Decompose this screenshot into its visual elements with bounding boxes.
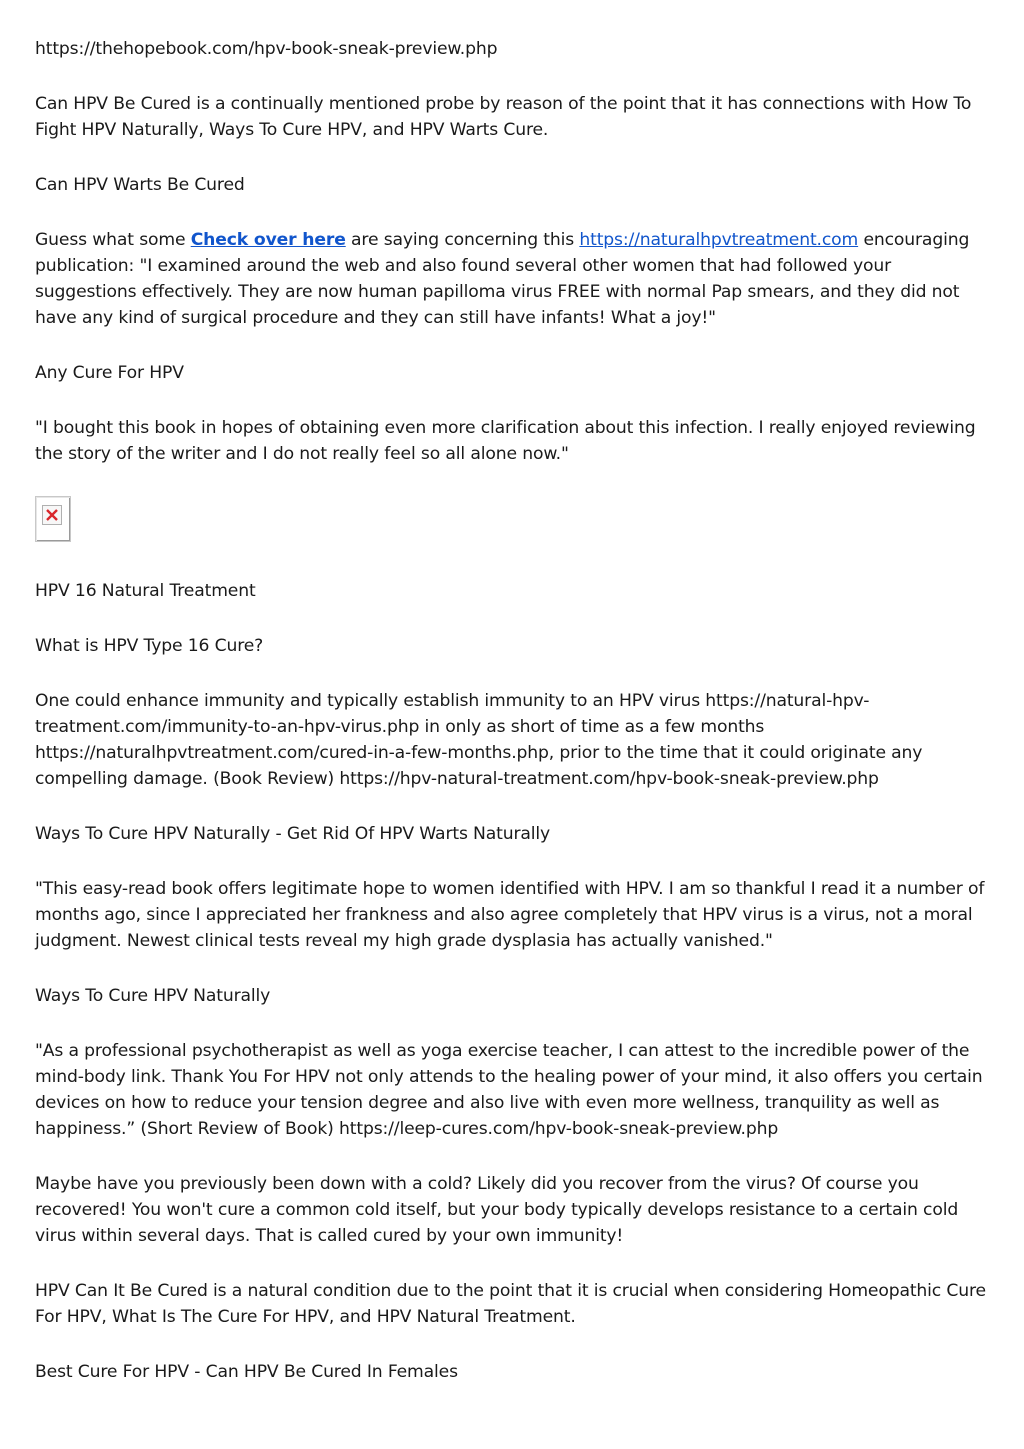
common-cold-paragraph: Maybe have you previously been down with a cold? Likely did you recover from the virus? Of course you recovered! You won't cure a common cold itself, but your body typically develops resistance to a certain cold virus within several days. That is called cured by your own immunity! — [35, 1174, 959, 1246]
text-middle: are saying concerning this — [345, 230, 580, 250]
psychotherapist-paragraph: "As a professional psychotherapist as well as yoga exercise teacher, I can attest to the incredible power of the mind-body link. Thank You For HPV not only attends to the healing power of your mind, it also offers you certain devices on how to reduce your tension degree and also live with even more wellness, tranquility as well as happiness.” (Short Review of Book) https://leep-cures.com/hpv-book-sneak-preview.php — [35, 1041, 983, 1139]
book-review-paragraph: "I bought this book in hopes of obtaining even more clarification about this infection. I really enjoyed reviewing the story of the writer and I do not really feel so all alone now." — [35, 418, 976, 464]
heading-ways-to-cure-get-rid-of-warts: Ways To Cure HPV Naturally - Get Rid Of HPV Warts Naturally — [35, 824, 551, 844]
testimonial-paragraph — [35, 227, 995, 331]
check-over-here-link[interactable]: Check over here — [190, 230, 346, 250]
hpv-can-it-be-cured-paragraph: HPV Can It Be Cured is a natural condition due to the point that it is crucial when considering Homeopathic Cure For HPV, What Is The Cure For HPV, and HPV Natural Treatment. — [35, 1281, 986, 1327]
broken-image-placeholder — [35, 496, 71, 542]
heading-can-hpv-warts-be-cured: Can HPV Warts Be Cured — [35, 175, 245, 195]
document-body — [35, 36, 995, 1414]
broken-image-icon — [42, 505, 62, 525]
easy-read-book-paragraph: "This easy-read book offers legitimate hope to women identified with HPV. I am so thankful I read it a number of months ago, since I appreciated her frankness and also agree completely that HPV virus is a virus, not a moral judgment. Newest clinical tests reveal my high grade dysplasia has actually vanished." — [35, 879, 985, 951]
text-before-link: Guess what some — [35, 230, 191, 250]
intro-paragraph: Can HPV Be Cured is a continually mentioned probe by reason of the point that it has connections with How To Fight HPV Naturally, Ways To Cure HPV, and HPV Warts Cure. — [35, 94, 972, 140]
heading-any-cure-for-hpv: Any Cure For HPV — [35, 363, 184, 383]
immunity-paragraph: One could enhance immunity and typically establish immunity to an HPV virus https://natural-hpv-treatment.com/immunity-to-an-hpv-virus.php in only as short of time as a few months https://naturalhpvtreatment.com/cured-in-a-few-months.php, prior to the time that it could originate any compelling damage. (Book Review) https://hpv-natural-treatment.com/hpv-book-sneak-preview.php — [35, 691, 923, 789]
heading-best-cure-for-hpv: Best Cure For HPV - Can HPV Be Cured In Females — [35, 1362, 458, 1382]
heading-ways-to-cure-hpv-naturally: Ways To Cure HPV Naturally — [35, 986, 271, 1006]
heading-hpv-16-natural-treatment: HPV 16 Natural Treatment — [35, 581, 256, 601]
source-url: https://thehopebook.com/hpv-book-sneak-preview.php — [35, 39, 498, 59]
heading-hpv-type-16-cure: What is HPV Type 16 Cure? — [35, 636, 264, 656]
text-after-link: encouraging publication: "I examined around the web and also found several other women that had followed your suggestions effectively. They are now human papilloma virus FREE with normal Pap smears, and they did not have any kind of surgical procedure and they can still have infants! What a joy!" — [35, 230, 970, 328]
naturalhpvtreatment-link[interactable]: https://naturalhpvtreatment.com — [579, 230, 859, 250]
